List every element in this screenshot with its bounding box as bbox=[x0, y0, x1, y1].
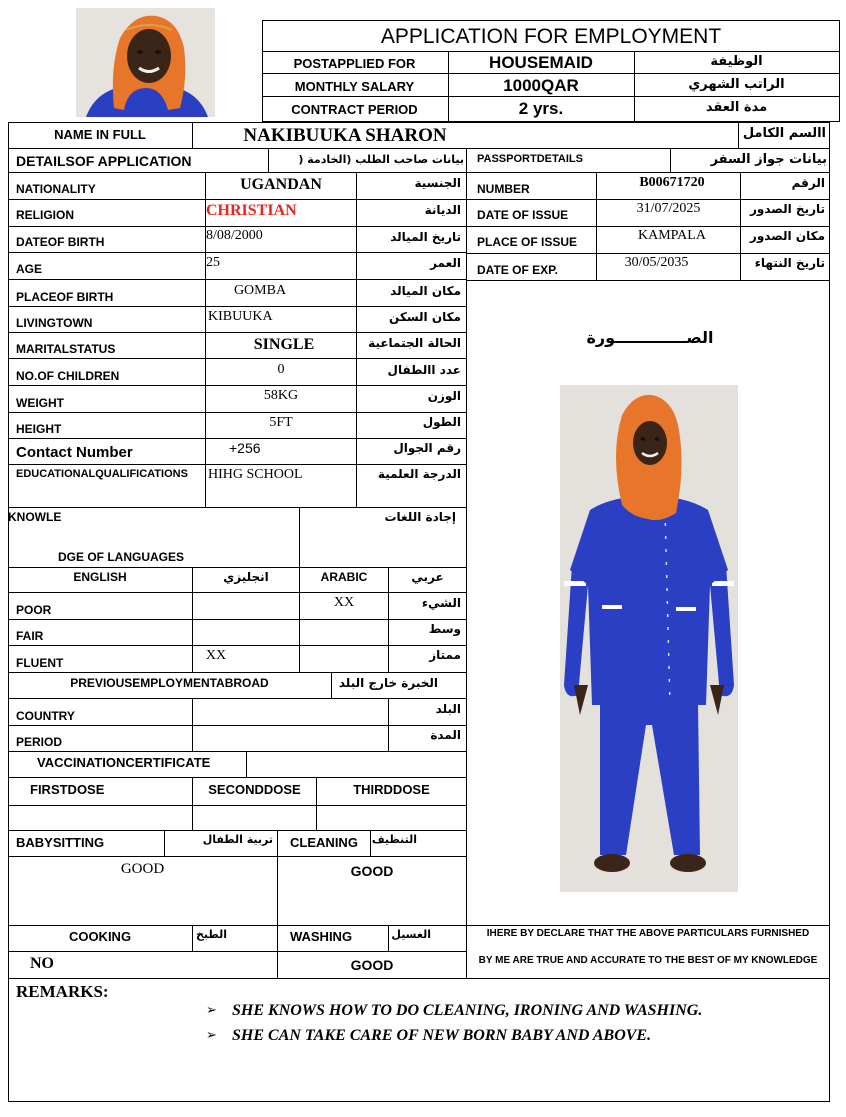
arabic-arabic-header: عربي bbox=[411, 570, 444, 584]
level-label: FAIR bbox=[16, 629, 44, 643]
salary-value: 1000QAR bbox=[503, 76, 579, 95]
level-arabic: ممتاز bbox=[429, 648, 461, 662]
remark-item: SHE CAN TAKE CARE OF NEW BORN BABY AND ABOVE. bbox=[232, 1027, 652, 1044]
weight-label: WEIGHT bbox=[16, 396, 64, 410]
religion-arabic: الديانة bbox=[424, 203, 461, 217]
level-arabic: الشيء bbox=[421, 596, 461, 610]
height-label: HEIGHT bbox=[16, 422, 62, 436]
arabic-header: ARABIC bbox=[320, 570, 368, 584]
cleaning-value: GOOD bbox=[350, 863, 394, 879]
nationality-arabic: الجنسية bbox=[414, 176, 461, 190]
nationality-label: NATIONALITY bbox=[16, 182, 96, 196]
salary-arabic: الراتب الشهري bbox=[688, 77, 785, 92]
name-arabic: االسم الكامل bbox=[742, 126, 826, 141]
english-level: XX bbox=[205, 648, 227, 663]
form-title: APPLICATION FOR EMPLOYMENT bbox=[380, 25, 722, 48]
remarks-label: REMARKS: bbox=[16, 982, 109, 1001]
details-arabic: بيانات صاحب الطلب (الخادمة ( bbox=[298, 153, 464, 166]
age-arabic: العمر bbox=[430, 256, 461, 270]
living-label: LIVINGTOWN bbox=[16, 316, 93, 330]
education-arabic: الدرجة العلمية bbox=[377, 467, 461, 481]
level-label: FLUENT bbox=[16, 656, 64, 670]
passport-number-label: NUMBER bbox=[477, 182, 530, 196]
washing-label: WASHING bbox=[289, 929, 353, 944]
marital-arabic: الحالة الجتماعية bbox=[368, 336, 461, 350]
contract-arabic: مدة العقد bbox=[705, 100, 768, 115]
nationality-value: UGANDAN bbox=[240, 176, 322, 193]
issue-date-arabic: تاريخ الصدور bbox=[750, 202, 825, 216]
pob-arabic: مكان الميالد bbox=[390, 284, 461, 298]
level-arabic: وسط bbox=[428, 622, 461, 636]
applicant-full-photo bbox=[560, 385, 738, 892]
living-arabic: مكان السكن bbox=[389, 310, 461, 324]
babysitting-arabic: تربية الطفال bbox=[202, 833, 273, 846]
post-value: HOUSEMAID bbox=[489, 53, 593, 72]
period-label: PERIOD bbox=[16, 735, 63, 749]
education-label: EDUCATIONALQUALIFICATIONS bbox=[16, 468, 188, 480]
living-value: KIBUUKA bbox=[208, 309, 273, 324]
level-label: POOR bbox=[16, 603, 52, 617]
issue-date-label: DATE OF ISSUE bbox=[477, 208, 569, 222]
height-value: 5FT bbox=[269, 415, 293, 430]
issue-place-label: PLACE OF ISSUE bbox=[477, 235, 578, 249]
babysitting-label: BABYSITTING bbox=[16, 835, 105, 850]
washing-arabic: الغسيل bbox=[391, 928, 431, 941]
languages-label-line2: DGE OF LANGUAGES bbox=[58, 550, 185, 564]
age-value: 25 bbox=[206, 255, 220, 270]
name-label: NAME IN FULL bbox=[54, 127, 146, 142]
remark-item: SHE KNOWS HOW TO DO CLEANING, IRONING AND WASHING. bbox=[232, 1002, 703, 1019]
children-label: NO.OF CHILDREN bbox=[16, 369, 120, 383]
contract-label: CONTRACT PERIOD bbox=[291, 102, 418, 117]
country-label: COUNTRY bbox=[16, 709, 75, 723]
photo-caption: الصـــــــــــــورة bbox=[586, 328, 714, 347]
dob-value: 8/08/2000 bbox=[206, 228, 263, 243]
passport-number-arabic: الرقم bbox=[791, 176, 825, 190]
cooking-value: NO bbox=[30, 955, 54, 972]
education-value: HIHG SCHOOL bbox=[208, 467, 303, 482]
post-label: POSTAPPLIED FOR bbox=[293, 56, 416, 71]
applicant-portrait-small bbox=[76, 8, 215, 117]
age-label: AGE bbox=[16, 262, 43, 276]
dob-arabic: تاريخ الميالد bbox=[390, 230, 461, 244]
declaration-line1: IHERE BY DECLARE THAT THE ABOVE PARTICULARS FURNISHED bbox=[486, 928, 810, 939]
passport-details-label: PASSPORTDETAILS bbox=[477, 153, 583, 165]
name-value: NAKIBUUKA SHARON bbox=[243, 125, 447, 146]
remark-bullet-icon: ➢ bbox=[206, 1028, 217, 1043]
arabic-level: XX bbox=[333, 595, 355, 610]
weight-value: 58KG bbox=[263, 388, 299, 403]
cleaning-label: CLEANING bbox=[290, 835, 358, 850]
passport-details-arabic: بيانات جواز السفر bbox=[710, 152, 827, 167]
cooking-arabic: الطبخ bbox=[195, 928, 227, 941]
previous-employment-label: PREVIOUSEMPLOYMENTABROAD bbox=[70, 676, 269, 690]
religion-value: CHRISTIAN bbox=[206, 202, 297, 219]
country-arabic: البلد bbox=[435, 702, 461, 716]
period-arabic: المدة bbox=[430, 728, 461, 742]
english-arabic-header: انجليزي bbox=[223, 570, 269, 584]
declaration-line2: BY ME ARE TRUE AND ACCURATE TO THE BEST OF MY KNOWLEDGE bbox=[478, 955, 818, 966]
contract-value: 2 yrs. bbox=[518, 99, 564, 118]
babysitting-value: GOOD bbox=[120, 861, 165, 877]
details-label: DETAILSOF APPLICATION bbox=[16, 153, 192, 169]
expiry-arabic: تاريخ النتهاء bbox=[754, 256, 825, 270]
weight-arabic: الوزن bbox=[427, 389, 461, 403]
pob-label: PLACEOF BIRTH bbox=[16, 290, 114, 304]
portrait-illustration bbox=[76, 8, 215, 117]
washing-value: GOOD bbox=[350, 957, 394, 973]
religion-label: RELIGION bbox=[16, 208, 75, 222]
issue-date-value: 31/07/2025 bbox=[636, 201, 701, 216]
second-dose-label: SECONDDOSE bbox=[208, 782, 301, 797]
pob-value: GOMBA bbox=[233, 283, 287, 298]
contact-value: +256 bbox=[229, 440, 261, 456]
issue-place-arabic: مكان الصدور bbox=[749, 229, 825, 243]
contact-label: Contact Number bbox=[16, 444, 133, 461]
contact-arabic: رقم الجوال bbox=[393, 441, 461, 455]
vaccination-label: VACCINATIONCERTIFICATE bbox=[37, 755, 211, 770]
post-arabic: الوظيفة bbox=[710, 54, 763, 69]
children-value: 0 bbox=[277, 362, 285, 377]
expiry-label: DATE OF EXP. bbox=[477, 263, 558, 277]
cooking-label: COOKING bbox=[68, 929, 132, 944]
languages-label-line1: KNOWLE bbox=[8, 510, 62, 524]
remark-bullet-icon: ➢ bbox=[206, 1003, 217, 1018]
previous-employment-arabic: الخبرة خارج البلد bbox=[338, 676, 438, 690]
marital-value: SINGLE bbox=[253, 336, 315, 353]
english-header: ENGLISH bbox=[73, 570, 127, 584]
children-arabic: عدد االطفال bbox=[387, 363, 461, 377]
dob-label: DATEOF BIRTH bbox=[16, 235, 105, 249]
issue-place-value: KAMPALA bbox=[638, 228, 706, 243]
languages-arabic: إجادة اللغات bbox=[384, 510, 456, 524]
third-dose-label: THIRDDOSE bbox=[353, 782, 430, 797]
first-dose-label: FIRSTDOSE bbox=[30, 782, 105, 797]
marital-label: MARITALSTATUS bbox=[16, 342, 116, 356]
height-arabic: الطول bbox=[422, 415, 461, 429]
salary-label: MONTHLY SALARY bbox=[294, 79, 415, 94]
expiry-value: 30/05/2035 bbox=[624, 255, 689, 270]
full-photo-illustration bbox=[560, 385, 738, 892]
passport-number-value: B00671720 bbox=[639, 175, 705, 190]
cleaning-arabic: التنظيف bbox=[371, 833, 417, 846]
